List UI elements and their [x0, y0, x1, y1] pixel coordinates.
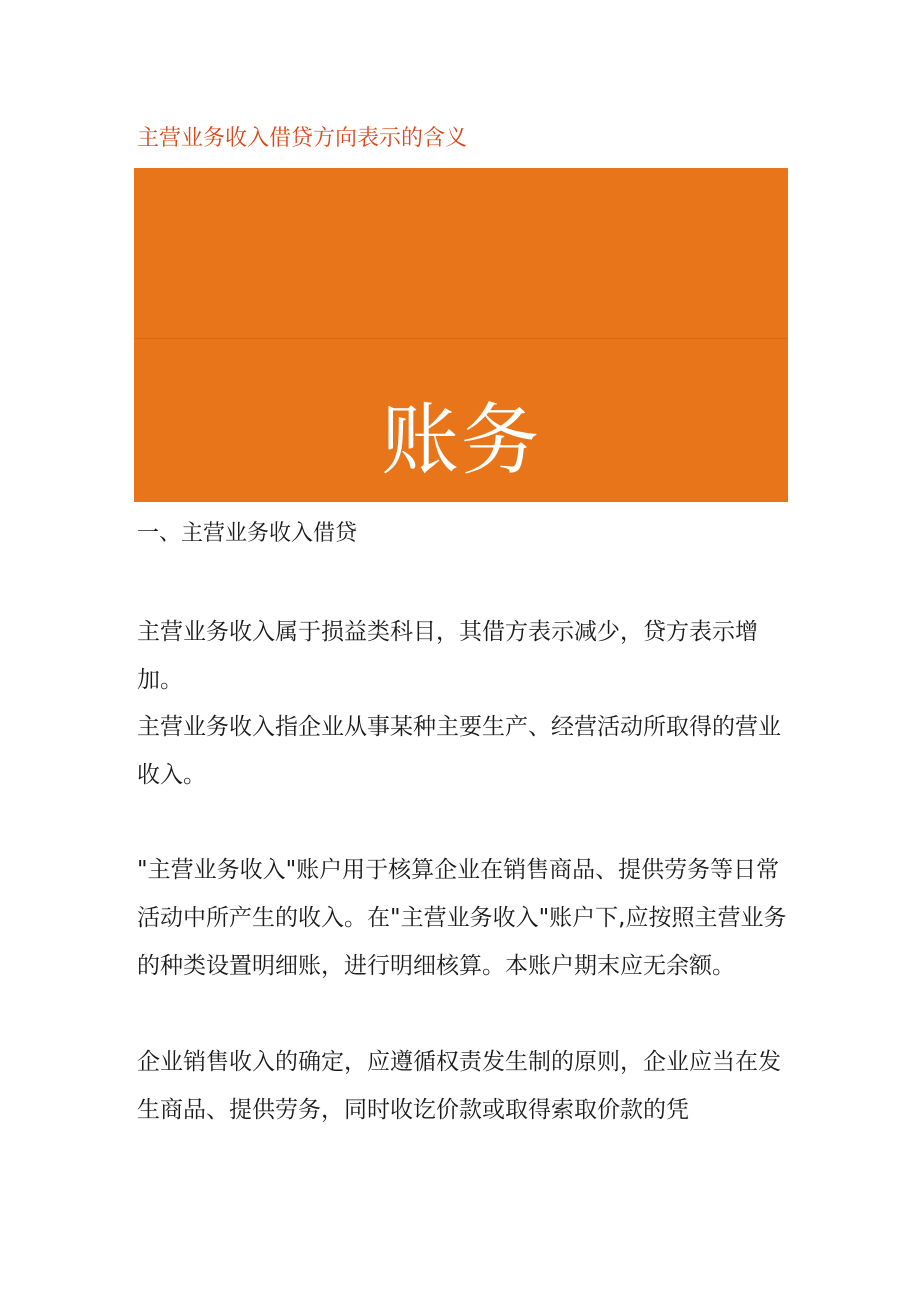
banner-divider	[134, 338, 788, 339]
paragraph-1: 主营业务收入属于损益类科目，其借方表示减少，贷方表示增加。	[137, 619, 758, 693]
paragraph-2: 主营业务收入指企业从事某种主要生产、经营活动所取得的营业收入。	[137, 714, 781, 788]
banner-line-1: 账务	[380, 396, 541, 486]
paragraph-4: 企业销售收入的确定，应遵循权责发生制的原则，企业应当在发生商品、提供劳务，同时收讫价款或取得索取价款的凭	[137, 1049, 781, 1123]
paragraph-3: "主营业务收入"账户用于核算企业在销售商品、提供劳务等日常活动中所产生的收入。在"主营业务收入"账户下,应按照主营业务的种类设置明细账，进行明细核算。本账户期末应无余额。	[137, 857, 787, 979]
banner-line-2: 处理	[380, 541, 541, 631]
section-heading: 一、主营业务收入借贷	[137, 521, 358, 546]
document-title: 主营业务收入借贷方向表示的含义	[137, 126, 468, 151]
